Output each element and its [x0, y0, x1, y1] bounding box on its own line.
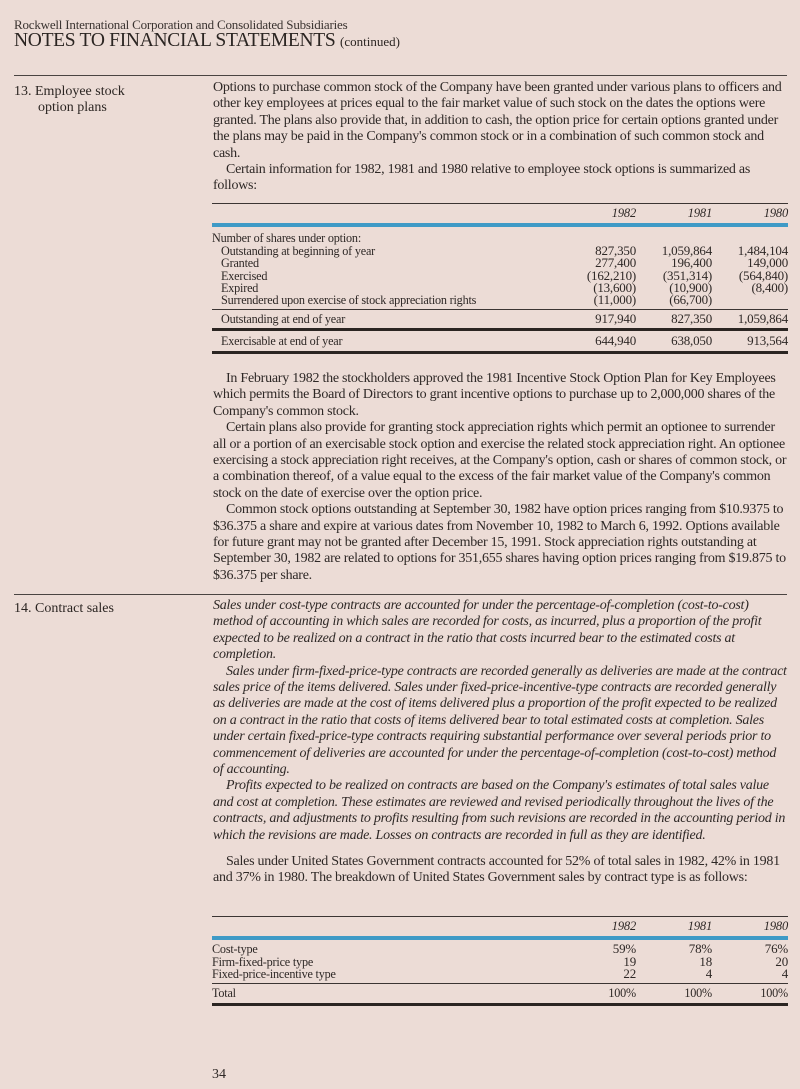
- section-divider: [14, 75, 787, 76]
- row-label: Outstanding at end of year: [221, 311, 346, 326]
- company-name: Rockwell International Corporation and Consolidated Subsidiaries: [14, 17, 348, 32]
- year-header: 1981: [687, 919, 712, 933]
- cell: 638,050: [671, 333, 712, 349]
- year-header: 1981: [687, 206, 712, 220]
- year-header: 1982: [611, 919, 636, 933]
- note-14-title: 14. Contract sales: [14, 601, 114, 616]
- cell: 1,484,104: [737, 242, 788, 258]
- cell: 917,940: [595, 310, 636, 326]
- cell: 4: [705, 966, 712, 982]
- page-title: [14, 30, 400, 52]
- row-label: Number of shares under option:: [212, 231, 362, 246]
- year-header: 1980: [763, 206, 788, 220]
- table-row: [212, 968, 788, 983]
- cell: 277,400: [595, 255, 636, 271]
- cell: 78%: [688, 941, 712, 957]
- row-label: Cost-type: [212, 942, 258, 957]
- row-label: Fixed-price-incentive type: [212, 967, 336, 982]
- year-header: 1982: [611, 206, 636, 220]
- year-header: 1980: [763, 919, 788, 933]
- paragraph: Options to purchase common stock of the Company have been granted under various plans to officers and other key employees at prices equal to the fair market value of such stock on the dates the options were granted. The plans also provide that, in addition to cash, the option price for certain options granted under the plans may be paid in the Company's common stock or in a combination of such common stock and cash.: [213, 80, 782, 161]
- paragraph: Sales under cost-type contracts are accounted for under the percentage-of-completion (cost-to-cost) method of accounting in which sales are recorded for costs, as incurred, plus a proportion of the profit expected to be realized on a contract in the ratio that costs incurred bear to the estimated costs at completion.: [213, 598, 762, 663]
- cell: (564,840): [738, 267, 788, 283]
- table-header-row: [212, 204, 788, 223]
- cell: 827,350: [671, 310, 712, 326]
- row-label: Expired: [221, 281, 259, 296]
- table-row-total: [212, 983, 788, 1004]
- section-divider: [14, 594, 787, 595]
- row-label: Total: [212, 985, 236, 1000]
- table-row: [212, 294, 788, 309]
- cell: 149,000: [747, 255, 788, 271]
- cell: (11,000): [593, 292, 636, 308]
- cell: 913,564: [747, 333, 788, 349]
- contract-type-table: [212, 916, 788, 1006]
- paragraph: Sales under United States Government contracts accounted for 52% of total sales in 1982, 42% in 1981 and 37% in 1980. The breakdown of United States Government sales by contract type is as follows:: [213, 854, 780, 886]
- table-row-total: [212, 330, 788, 352]
- note-13-title-line2: option plans: [38, 100, 107, 115]
- cell: (8,400): [751, 280, 788, 296]
- note-14-government-sales: [213, 854, 789, 887]
- continued-label: (continued): [340, 34, 400, 49]
- table-row-total: [212, 309, 788, 329]
- cell: (162,210): [586, 267, 636, 283]
- cell: 100%: [760, 985, 788, 1000]
- cell: (10,900): [669, 280, 712, 296]
- row-label: Firm-fixed-price type: [212, 954, 314, 969]
- cell: 1,059,864: [737, 310, 788, 326]
- paragraph: Common stock options outstanding at September 30, 1982 have option prices ranging from $10.9375 to $36.375 a share and expire at various dates from November 10, 1982 to March 6, 1992. Options available for future grant may not be granted after December 15, 1991. Stock appreciation rights outstanding at September 30, 1982 are related to options for 351,655 shares having option prices ranging from $19.875 to $36.375 per share.: [213, 502, 786, 583]
- note-13-title-line1: 13. Employee stock: [14, 84, 125, 99]
- cell: 76%: [764, 941, 788, 957]
- row-label: Exercised: [221, 268, 268, 283]
- cell: 19: [623, 953, 636, 969]
- cell: 22: [623, 966, 636, 982]
- cell: 196,400: [671, 255, 712, 271]
- table-header-row: [212, 917, 788, 936]
- note-14-accounting-policy: [213, 598, 789, 844]
- cell: 4: [781, 966, 788, 982]
- paragraph: In February 1982 the stockholders approved the 1981 Incentive Stock Option Plan for Key Employees which permits the Board of Directors to grant incentive options to purchase up to 2,000,000 shares of the Company's common stock.: [213, 371, 776, 419]
- paragraph: Sales under firm-fixed-price-type contracts are recorded generally as deliveries are made at the contract sales price of the items delivered. Sales under fixed-price-incentive-type contracts are recorded generally as deliveries are made at the cost of items delivered plus a proportion of the profit expected to be realized on a contract in the ratio that costs of items delivered bear to total estimated costs at completion. Sales under certain fixed-price-type contracts requiring substantial performance over several periods prior to commencement of deliveries are accounted for under the percentage-of-completion (cost-to-cost) method of accounting.: [213, 663, 787, 778]
- page-title-text: NOTES TO FINANCIAL STATEMENTS: [14, 30, 336, 51]
- row-label: Surrendered upon exercise of stock appreciation rights: [221, 293, 477, 308]
- row-label: Outstanding at beginning of year: [221, 243, 376, 258]
- stock-options-table: [212, 203, 788, 354]
- page-number: 34: [212, 1067, 226, 1082]
- cell: (66,700): [669, 292, 712, 308]
- cell: 644,940: [595, 333, 636, 349]
- row-label: Exercisable at end of year: [221, 334, 343, 349]
- note-13-intro: [213, 80, 789, 195]
- cell: 100%: [684, 985, 712, 1000]
- cell: 827,350: [595, 242, 636, 258]
- cell: (351,314): [662, 267, 712, 283]
- paragraph: Certain plans also provide for granting stock appreciation rights which permit an optionee to surrender all or a portion of an exercisable stock option and exercise the related stock appreciation right. An optionee exercising a stock appreciation right receives, at the Company's option, cash or shares of common stock, or a combination thereof, of a value equal to the excess of the fair market value of the Company's common stock on the date of exercise over the option price.: [213, 420, 787, 501]
- note-13-title: [14, 84, 125, 116]
- cell: 20: [775, 953, 788, 969]
- paragraph: Profits expected to be realized on contracts are based on the Company's estimates of total sales value and cost at completion. These estimates are reviewed and revised periodically throughout the lives of the contracts, and adjustments to profits resulting from such revisions are recorded in the accounting period in which the revisions are made. Losses on contracts are recorded in full as they are identified.: [213, 778, 786, 843]
- cell: 1,059,864: [661, 242, 712, 258]
- cell: (13,600): [593, 280, 636, 296]
- cell: 100%: [608, 985, 636, 1000]
- cell: 18: [699, 953, 712, 969]
- note-13-details: [213, 371, 789, 584]
- row-label: Granted: [221, 256, 259, 271]
- cell: [712, 294, 788, 309]
- cell: 59%: [612, 941, 636, 957]
- paragraph: Certain information for 1982, 1981 and 1980 relative to employee stock options is summarized as follows:: [213, 162, 751, 194]
